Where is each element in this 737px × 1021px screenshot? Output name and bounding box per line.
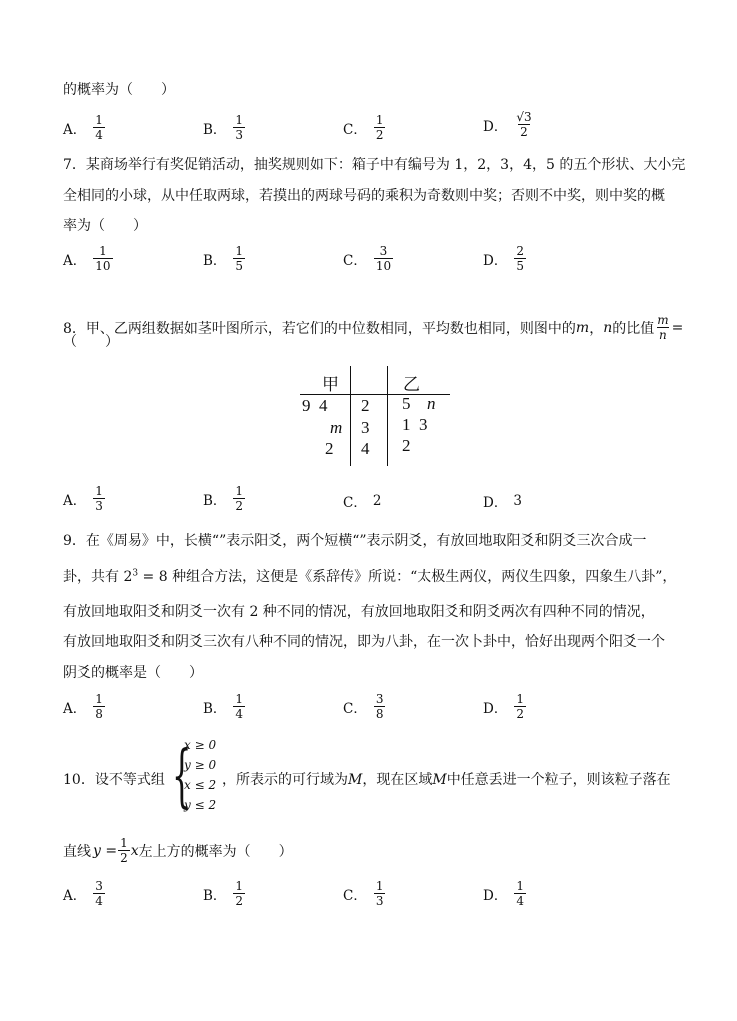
- q8-line-2: （ ）: [63, 334, 119, 350]
- option-letter: C．: [343, 887, 367, 904]
- fraction: [233, 879, 245, 908]
- fraction: [93, 879, 105, 908]
- numerator: 1: [516, 879, 524, 893]
- fraction: [374, 879, 386, 908]
- fraction: [233, 692, 245, 721]
- inequality-3: x ≤ 2: [184, 778, 217, 792]
- denominator: 5: [235, 259, 244, 273]
- q10-text-2: ，现在区域: [362, 772, 433, 788]
- option-letter: A．: [63, 252, 87, 269]
- denominator: 4: [235, 707, 244, 721]
- option-letter: C．: [343, 252, 367, 269]
- option-letter: A．: [63, 492, 87, 509]
- q8-option-b: [203, 484, 246, 513]
- q10-line-2-prefix: 直线: [63, 843, 91, 860]
- option-letter: D．: [483, 700, 508, 717]
- numerator: 3: [95, 879, 103, 893]
- numerator: 1: [99, 244, 107, 258]
- denominator: 10: [95, 259, 111, 273]
- q10-text-3: 中任意丢进一个粒子，则该粒子落在: [446, 772, 671, 788]
- numerator: 1: [375, 113, 384, 127]
- q9-option-a: [63, 692, 106, 721]
- q8-text-tail: 的比值: [612, 320, 655, 337]
- stem-1: 2: [361, 396, 370, 415]
- q9-line-2-end: = 8 种组合方法，这便是《系辞传》所说：“太极生两仪，两仪生四象，四象生八卦”，: [138, 569, 677, 585]
- denominator: 2: [120, 851, 128, 865]
- denominator: 4: [95, 128, 103, 142]
- var-M: M: [432, 772, 447, 788]
- numerator: 1: [235, 879, 244, 893]
- numerator: 1: [95, 113, 103, 127]
- left-brace: {: [172, 737, 192, 816]
- numerator: 1: [95, 484, 103, 498]
- denominator: 2: [235, 894, 244, 908]
- numerator: 1: [516, 692, 524, 706]
- fraction: [374, 244, 393, 273]
- denominator: 2: [520, 125, 528, 139]
- q8-option-c: [343, 491, 381, 511]
- q8-option-a: [63, 484, 106, 513]
- left-leaves-2: m: [330, 418, 343, 437]
- fraction: [93, 692, 105, 721]
- denominator: 10: [375, 259, 392, 273]
- fraction: [514, 244, 526, 273]
- q10-option-d: [483, 879, 527, 908]
- q9-option-c: [343, 692, 386, 721]
- q8-option-d: [483, 491, 522, 511]
- q6-option-d: [483, 110, 535, 139]
- denominator: 5: [516, 259, 524, 273]
- numerator: 1: [235, 113, 244, 127]
- q10-option-c: [343, 879, 386, 908]
- left-leaves-1: 9 4: [302, 396, 328, 415]
- inequality-2: y ≥ 0: [184, 758, 217, 772]
- q10-line-2: [63, 836, 293, 865]
- fraction: [374, 113, 386, 142]
- fraction: [514, 110, 533, 139]
- right-leaf-n: n: [427, 394, 436, 413]
- left-divider: [350, 366, 351, 466]
- right-leaves-2: 1 3: [402, 415, 428, 434]
- denominator: 2: [516, 707, 524, 721]
- option-letter: D．: [483, 252, 508, 269]
- right-leaves-1: 5: [402, 394, 411, 413]
- option-letter: A．: [63, 121, 87, 138]
- q6-option-c: [343, 113, 386, 142]
- right-header: 乙: [403, 375, 420, 394]
- q10-option-a: [63, 879, 106, 908]
- stem-3: 4: [361, 439, 370, 458]
- q6-option-a: [63, 113, 106, 142]
- option-letter: C．: [343, 121, 367, 138]
- fraction: [233, 484, 245, 513]
- denominator: 3: [375, 894, 384, 908]
- option-letter: C．: [343, 700, 367, 717]
- ratio-fraction: [655, 313, 670, 342]
- option-letter: B．: [203, 252, 227, 269]
- denominator: 3: [235, 128, 244, 142]
- q7-option-d: [483, 244, 527, 273]
- inequality-4: y ≤ 2: [184, 798, 217, 812]
- stem-2: 3: [361, 418, 370, 437]
- q10-line-2-tail: 左上方的概率为（ ）: [138, 843, 293, 860]
- q8-text: 8．甲、乙两组数据如茎叶图所示，若它们的中位数相同，平均数也相同，则图中的: [63, 320, 576, 337]
- denominator: 8: [95, 707, 103, 721]
- option-letter: D．: [483, 887, 508, 904]
- denominator: 3: [95, 499, 103, 513]
- q9-line-4: 有放回地取阳爻和阴爻三次有八种不同的情况，即为八卦，在一次卜卦中，恰好出现两个阳爻一个: [63, 634, 665, 650]
- var-M: M: [348, 772, 363, 788]
- q9-line-2-start: 卦，共有 2: [63, 569, 133, 585]
- option-letter: B．: [203, 492, 227, 509]
- equals-sign: =: [671, 319, 684, 336]
- fraction: [233, 113, 245, 142]
- var-m: m: [575, 319, 590, 336]
- numerator: 3: [379, 244, 388, 258]
- option-letter: C．: [343, 495, 367, 511]
- option-value: 2: [372, 493, 382, 509]
- numerator: 2: [516, 244, 524, 258]
- q9-option-b: [203, 692, 246, 721]
- option-letter: B．: [203, 700, 227, 717]
- right-divider: [387, 366, 388, 466]
- var-n: n: [603, 319, 613, 336]
- y-equals: y =: [93, 842, 118, 859]
- option-letter: D．: [483, 118, 508, 135]
- fraction: [374, 692, 386, 721]
- q7-line-1: 7．某商场举行有奖促销活动，抽奖规则如下：箱子中有编号为 1，2，3，4，5 的五个形状、大小完: [63, 157, 686, 173]
- var-x: x: [130, 842, 139, 859]
- numerator: 1: [235, 244, 244, 258]
- denominator: 8: [375, 707, 384, 721]
- option-letter: A．: [63, 887, 87, 904]
- denominator: 2: [235, 499, 244, 513]
- right-leaves-3: 2: [402, 436, 411, 455]
- inequality-system: [172, 738, 220, 818]
- q10-text-1: ，所表示的可行域为: [222, 772, 348, 788]
- q8-line-1: [63, 313, 683, 342]
- option-letter: D．: [483, 495, 508, 511]
- fraction: [514, 879, 526, 908]
- option-letter: B．: [203, 121, 227, 138]
- numerator: 1: [235, 692, 244, 706]
- fraction: [233, 244, 245, 273]
- fraction: [514, 692, 526, 721]
- q9-line-5: 阴爻的概率是（ ）: [63, 665, 203, 681]
- denominator: 4: [95, 894, 103, 908]
- comma: ，: [589, 320, 604, 337]
- q10-option-b: [203, 879, 246, 908]
- half-fraction: [118, 836, 130, 865]
- left-header: 甲: [322, 375, 339, 394]
- q9-line-1: 9．在《周易》中，长横“”表示阳爻，两个短横“”表示阴爻，有放回地取阳爻和阴爻三次合成一: [63, 533, 647, 549]
- numerator: 1: [235, 484, 244, 498]
- q7-option-b: [203, 244, 246, 273]
- q9-line-3: 有放回地取阳爻和阴爻一次有 2 种不同的情况，有放回地取阳爻和阴爻两次有四种不同的情况，: [63, 604, 655, 620]
- denominator: 4: [516, 894, 524, 908]
- q9-line-2: [63, 566, 676, 586]
- fraction: [93, 484, 105, 513]
- q7-line-3: 率为（ ）: [63, 218, 147, 234]
- fraction: [93, 113, 105, 142]
- numerator: 1: [375, 879, 384, 893]
- numerator: √3: [516, 110, 532, 124]
- q6-option-b: [203, 113, 246, 142]
- q7-option-c: [343, 244, 394, 273]
- option-value: 3: [513, 493, 522, 509]
- q10-prefix: 10．设不等式组: [63, 772, 165, 788]
- inequality-1: x ≥ 0: [184, 738, 217, 752]
- numerator: 1: [95, 692, 103, 706]
- option-letter: A．: [63, 700, 87, 717]
- denominator: 2: [375, 128, 384, 142]
- numerator: 3: [375, 692, 384, 706]
- denominator: n: [659, 328, 667, 342]
- q9-option-d: [483, 692, 527, 721]
- numerator: 1: [120, 836, 128, 850]
- q10-line-1-rest: [222, 769, 671, 789]
- exponent: 3: [132, 568, 139, 579]
- left-leaves-3: 2: [325, 439, 334, 458]
- q6-tail: 的概率为（ ）: [63, 82, 175, 98]
- option-letter: B．: [203, 887, 227, 904]
- fraction: [93, 244, 112, 273]
- q7-option-a: [63, 244, 114, 273]
- q7-line-2: 全相同的小球，从中任取两球，若摸出的两球号码的乘积为奇数则中奖；否则不中奖，则中奖的概: [63, 188, 665, 204]
- stem-leaf-plot: [300, 366, 450, 476]
- numerator: m: [657, 313, 669, 327]
